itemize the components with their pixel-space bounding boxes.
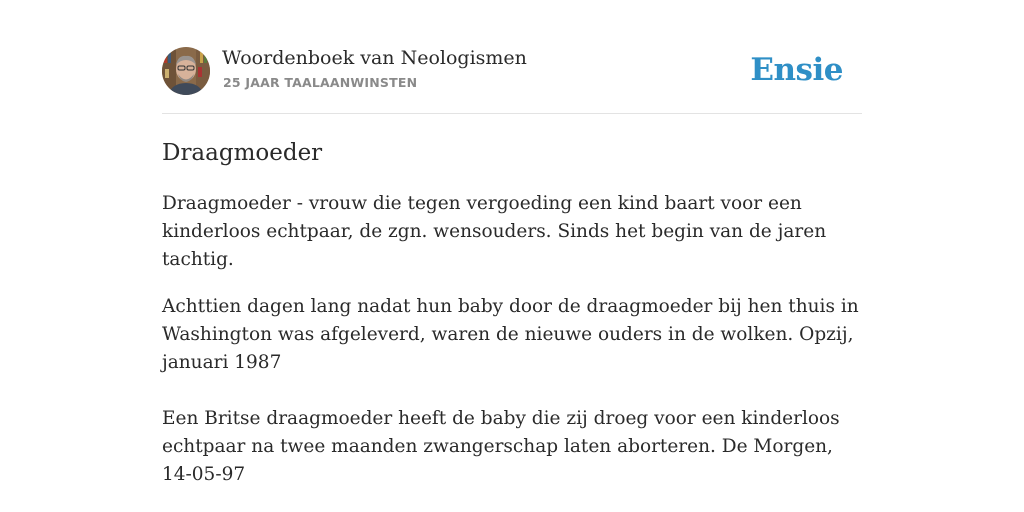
quote-paragraph: Een Britse draagmoeder heeft de baby die zij droeg voor een kinderloos echtpaar na twee maanden zwangerschap laten aborteren. De Morgen, 14-05-97 <box>162 408 840 485</box>
avatar[interactable] <box>162 47 210 95</box>
definition-paragraph: Draagmoeder - vrouw die tegen vergoeding een kind baart voor een kinderloos echtpaar, de zgn. wensouders. Sinds het begin van de jaren tachtig. <box>162 193 827 270</box>
brand-logo[interactable]: Ensie <box>750 52 843 88</box>
avatar-portrait-image <box>162 47 210 95</box>
quote-paragraph: Achttien dagen lang nadat hun baby door de draagmoeder bij hen thuis in Washington was afgeleverd, waren de nieuwe ouders in de wolken. Opzij, januari 1987 <box>162 296 859 373</box>
source-name[interactable]: Woordenboek van Neologismen <box>222 47 527 69</box>
header-divider <box>162 113 862 114</box>
source-subtitle: 25 JAAR TAALAANWINSTEN <box>223 75 418 90</box>
entry-title: Draagmoeder <box>162 140 323 166</box>
entry-body <box>162 190 862 508</box>
header <box>162 46 862 96</box>
